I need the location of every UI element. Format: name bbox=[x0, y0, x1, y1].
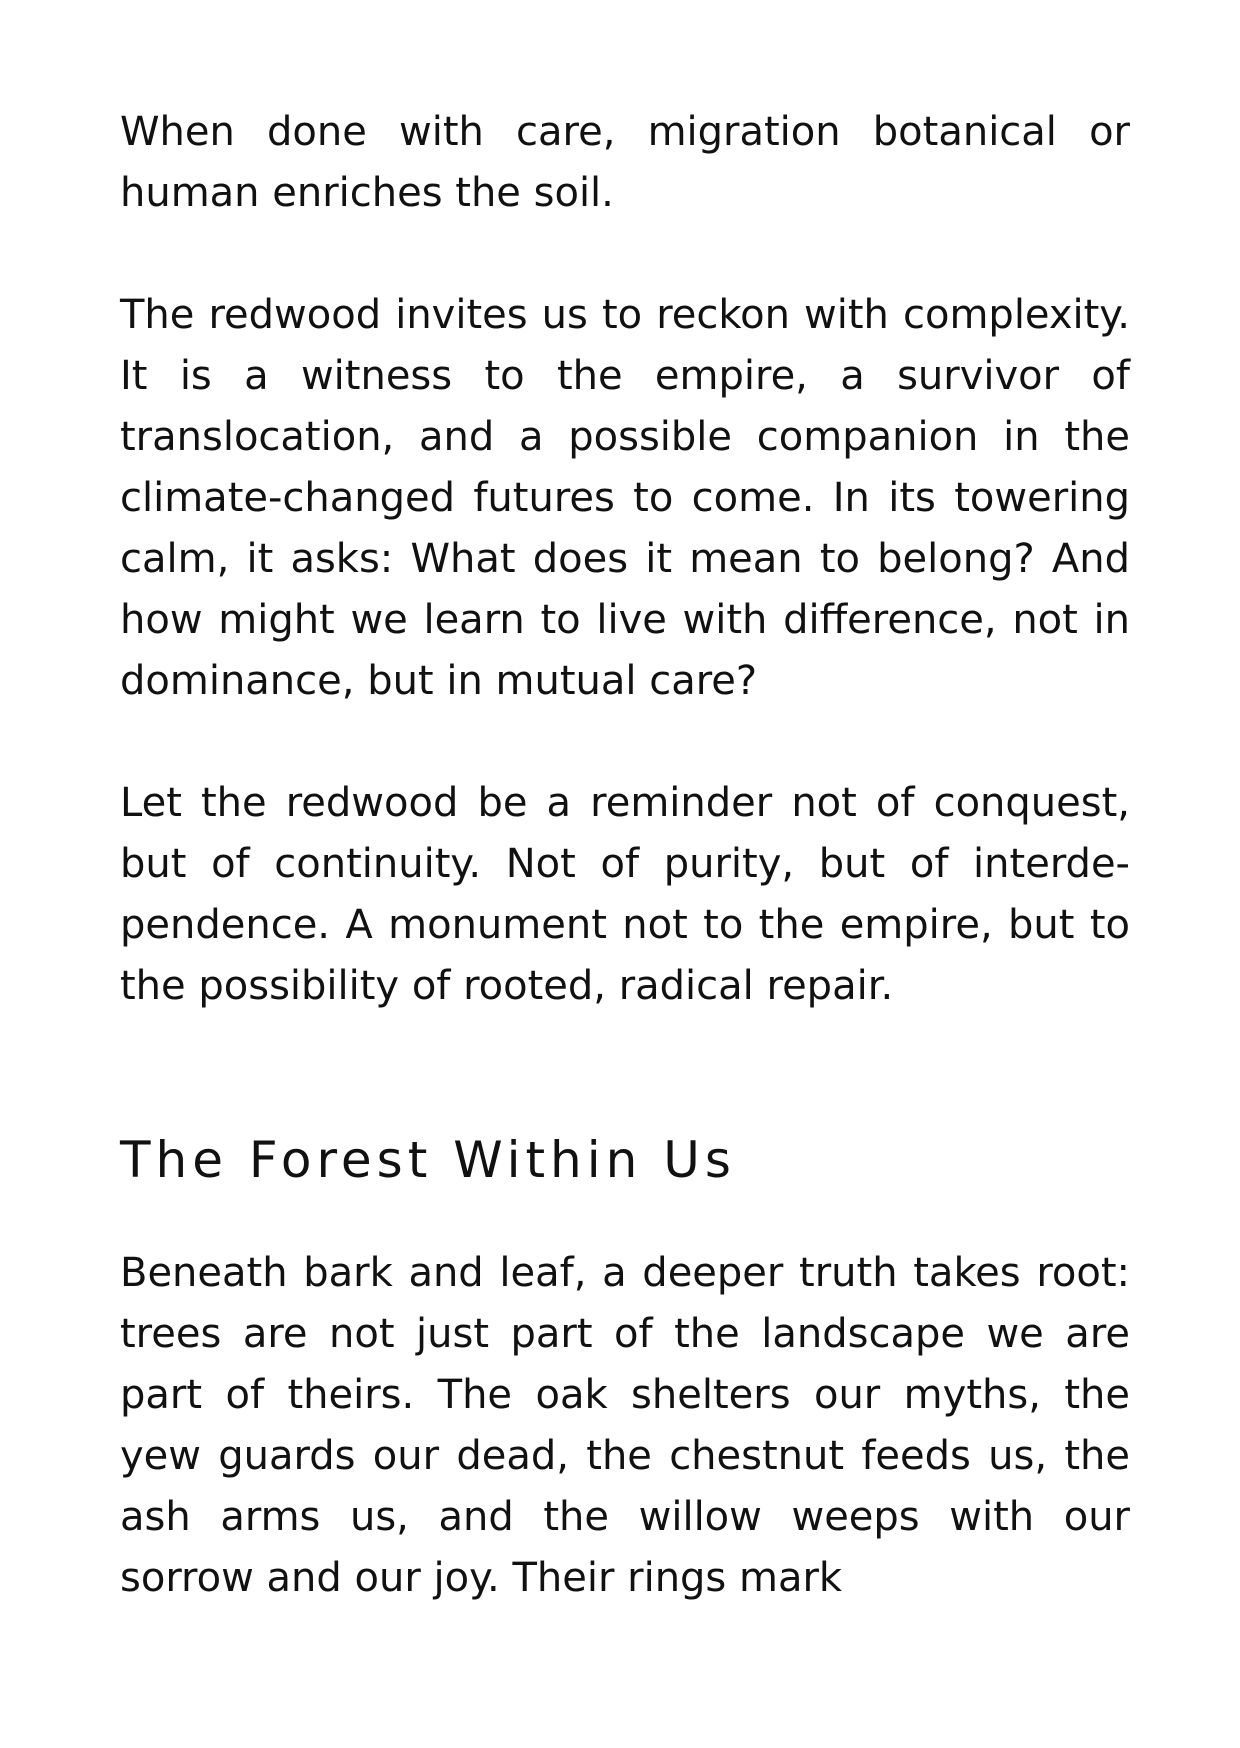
section-heading: The Forest Within Us bbox=[120, 1131, 736, 1189]
paragraph-redwood-complexity: The redwood invites us to reckon with complexity. It is a witness to the empire, a survivor of translocation, and a possible companion in the climate-changed futures to come. In its towering calm, it asks: What does it mean to belong? And how might we learn to live with difference, not in dominance, but in mutual care? bbox=[120, 292, 1130, 704]
paragraph-forest-within: Beneath bark and leaf, a deeper truth takes root: trees are not just part of the landscape we are part of theirs. The oak shelters our myths, the yew guards our dead, the chestnut feeds us, the ash arms us, and the willow weeps with our sorrow and our joy. Their rings mark bbox=[120, 1250, 1130, 1601]
paragraph-redwood-reminder: Let the redwood be a reminder not of conquest, but of continuity. Not of purity, but of interde-pendence. A monument not to the empire, but to the possibility of rooted, radical repair. bbox=[120, 780, 1130, 1009]
paragraph-migration: When done with care, migration botanical or human enriches the soil. bbox=[120, 109, 1130, 216]
document-page bbox=[120, 102, 1130, 1609]
